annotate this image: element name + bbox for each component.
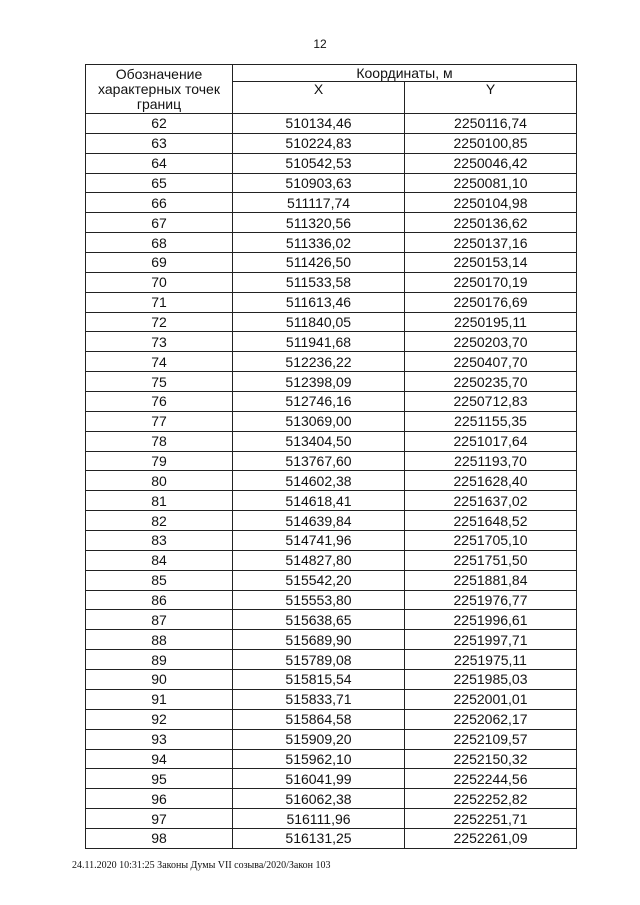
- cell-x: 514639,84: [233, 511, 405, 531]
- cell-y: 2250136,62: [405, 213, 577, 233]
- footer-stamp: 24.11.2020 10:31:25 Законы Думы VII созыва/2020/Закон 103: [72, 860, 331, 871]
- page-number: 12: [313, 37, 327, 51]
- table-row: [86, 133, 577, 153]
- cell-x: 512746,16: [233, 392, 405, 412]
- cell-point: 70: [86, 272, 233, 292]
- cell-y: 2251881,84: [405, 570, 577, 590]
- cell-x: 515815,54: [233, 670, 405, 690]
- cell-y: 2251705,10: [405, 531, 577, 551]
- cell-x: 515542,20: [233, 570, 405, 590]
- cell-x: 512398,09: [233, 372, 405, 392]
- table-row: [86, 590, 577, 610]
- cell-x: 512236,22: [233, 352, 405, 372]
- cell-point: 85: [86, 570, 233, 590]
- table-row: [86, 114, 577, 134]
- table-header-row: [86, 65, 577, 82]
- table-row: [86, 292, 577, 312]
- cell-y: 2251985,03: [405, 670, 577, 690]
- cell-point: 69: [86, 253, 233, 273]
- cell-x: 510542,53: [233, 153, 405, 173]
- table-row: [86, 352, 577, 372]
- cell-y: 2250712,83: [405, 392, 577, 412]
- cell-y: 2250203,70: [405, 332, 577, 352]
- cell-point: 65: [86, 173, 233, 193]
- table-row: [86, 451, 577, 471]
- cell-y: 2251648,52: [405, 511, 577, 531]
- table-row: [86, 491, 577, 511]
- cell-point: 86: [86, 590, 233, 610]
- cell-x: 516062,38: [233, 789, 405, 809]
- table-row: [86, 689, 577, 709]
- header-y: Y: [405, 82, 577, 114]
- cell-point: 96: [86, 789, 233, 809]
- header-x: X: [233, 82, 405, 114]
- table-row: [86, 749, 577, 769]
- cell-y: 2251637,02: [405, 491, 577, 511]
- cell-x: 516041,99: [233, 769, 405, 789]
- cell-point: 68: [86, 233, 233, 253]
- table-row: [86, 233, 577, 253]
- cell-x: 513404,50: [233, 431, 405, 451]
- table-row: [86, 332, 577, 352]
- cell-y: 2250137,16: [405, 233, 577, 253]
- cell-point: 79: [86, 451, 233, 471]
- cell-y: 2250235,70: [405, 372, 577, 392]
- cell-y: 2250170,19: [405, 272, 577, 292]
- cell-point: 93: [86, 729, 233, 749]
- cell-point: 89: [86, 650, 233, 670]
- cell-x: 515833,71: [233, 689, 405, 709]
- cell-x: 510224,83: [233, 133, 405, 153]
- cell-x: 511426,50: [233, 253, 405, 273]
- cell-x: 514618,41: [233, 491, 405, 511]
- table-row: [86, 650, 577, 670]
- cell-y: 2250153,14: [405, 253, 577, 273]
- cell-x: 515962,10: [233, 749, 405, 769]
- cell-x: 511320,56: [233, 213, 405, 233]
- table-row: [86, 193, 577, 213]
- table-row: [86, 213, 577, 233]
- table-row: [86, 173, 577, 193]
- cell-x: 511117,74: [233, 193, 405, 213]
- table-row: [86, 431, 577, 451]
- cell-x: 510134,46: [233, 114, 405, 134]
- cell-point: 77: [86, 411, 233, 431]
- cell-point: 83: [86, 531, 233, 551]
- cell-point: 80: [86, 471, 233, 491]
- table-row: [86, 570, 577, 590]
- cell-point: 82: [86, 511, 233, 531]
- table-body: [86, 114, 577, 849]
- table-row: [86, 153, 577, 173]
- cell-point: 92: [86, 709, 233, 729]
- cell-point: 63: [86, 133, 233, 153]
- cell-y: 2250407,70: [405, 352, 577, 372]
- cell-x: 515789,08: [233, 650, 405, 670]
- cell-y: 2250195,11: [405, 312, 577, 332]
- cell-y: 2252252,82: [405, 789, 577, 809]
- cell-point: 88: [86, 630, 233, 650]
- cell-y: 2251975,11: [405, 650, 577, 670]
- cell-x: 515864,58: [233, 709, 405, 729]
- cell-x: 515689,90: [233, 630, 405, 650]
- cell-point: 84: [86, 550, 233, 570]
- cell-point: 91: [86, 689, 233, 709]
- cell-y: 2250046,42: [405, 153, 577, 173]
- table-row: [86, 531, 577, 551]
- cell-x: 510903,63: [233, 173, 405, 193]
- table-row: [86, 789, 577, 809]
- cell-x: 515638,65: [233, 610, 405, 630]
- cell-x: 511336,02: [233, 233, 405, 253]
- cell-x: 511840,05: [233, 312, 405, 332]
- cell-x: 516131,25: [233, 828, 405, 848]
- cell-point: 94: [86, 749, 233, 769]
- cell-y: 2252150,32: [405, 749, 577, 769]
- cell-y: 2250104,98: [405, 193, 577, 213]
- cell-y: 2250116,74: [405, 114, 577, 134]
- header-point-designation: Обозначение характерных точек границ: [86, 65, 233, 114]
- cell-x: 511941,68: [233, 332, 405, 352]
- table-row: [86, 312, 577, 332]
- cell-y: 2250100,85: [405, 133, 577, 153]
- cell-point: 67: [86, 213, 233, 233]
- cell-point: 73: [86, 332, 233, 352]
- cell-point: 78: [86, 431, 233, 451]
- cell-x: 513069,00: [233, 411, 405, 431]
- cell-x: 514827,80: [233, 550, 405, 570]
- cell-x: 514602,38: [233, 471, 405, 491]
- cell-y: 2251193,70: [405, 451, 577, 471]
- cell-y: 2252261,09: [405, 828, 577, 848]
- cell-y: 2251155,35: [405, 411, 577, 431]
- table-row: [86, 253, 577, 273]
- cell-point: 71: [86, 292, 233, 312]
- cell-x: 515553,80: [233, 590, 405, 610]
- cell-point: 87: [86, 610, 233, 630]
- cell-point: 66: [86, 193, 233, 213]
- cell-x: 513767,60: [233, 451, 405, 471]
- cell-y: 2251996,61: [405, 610, 577, 630]
- cell-x: 515909,20: [233, 729, 405, 749]
- cell-y: 2252251,71: [405, 809, 577, 829]
- table-row: [86, 610, 577, 630]
- table-row: [86, 272, 577, 292]
- table-row: [86, 511, 577, 531]
- table-row: [86, 709, 577, 729]
- cell-y: 2251628,40: [405, 471, 577, 491]
- table-row: [86, 729, 577, 749]
- cell-y: 2252244,56: [405, 769, 577, 789]
- table-row: [86, 471, 577, 491]
- table-row: [86, 630, 577, 650]
- cell-point: 95: [86, 769, 233, 789]
- cell-x: 511533,58: [233, 272, 405, 292]
- table-row: [86, 809, 577, 829]
- cell-y: 2251751,50: [405, 550, 577, 570]
- cell-point: 90: [86, 670, 233, 690]
- table-row: [86, 411, 577, 431]
- cell-y: 2252062,17: [405, 709, 577, 729]
- table-row: [86, 550, 577, 570]
- header-coordinates: Координаты, м: [233, 65, 577, 82]
- cell-point: 98: [86, 828, 233, 848]
- coordinates-table: [85, 64, 577, 849]
- cell-point: 76: [86, 392, 233, 412]
- table-row: [86, 670, 577, 690]
- cell-point: 74: [86, 352, 233, 372]
- cell-point: 62: [86, 114, 233, 134]
- cell-point: 75: [86, 372, 233, 392]
- cell-y: 2250081,10: [405, 173, 577, 193]
- cell-x: 514741,96: [233, 531, 405, 551]
- table-row: [86, 372, 577, 392]
- cell-y: 2252001,01: [405, 689, 577, 709]
- cell-x: 511613,46: [233, 292, 405, 312]
- table-row: [86, 392, 577, 412]
- cell-point: 64: [86, 153, 233, 173]
- table-row: [86, 828, 577, 848]
- cell-point: 72: [86, 312, 233, 332]
- cell-y: 2251017,64: [405, 431, 577, 451]
- cell-x: 516111,96: [233, 809, 405, 829]
- cell-y: 2252109,57: [405, 729, 577, 749]
- cell-point: 97: [86, 809, 233, 829]
- cell-point: 81: [86, 491, 233, 511]
- cell-y: 2251976,77: [405, 590, 577, 610]
- cell-y: 2251997,71: [405, 630, 577, 650]
- table-row: [86, 769, 577, 789]
- cell-y: 2250176,69: [405, 292, 577, 312]
